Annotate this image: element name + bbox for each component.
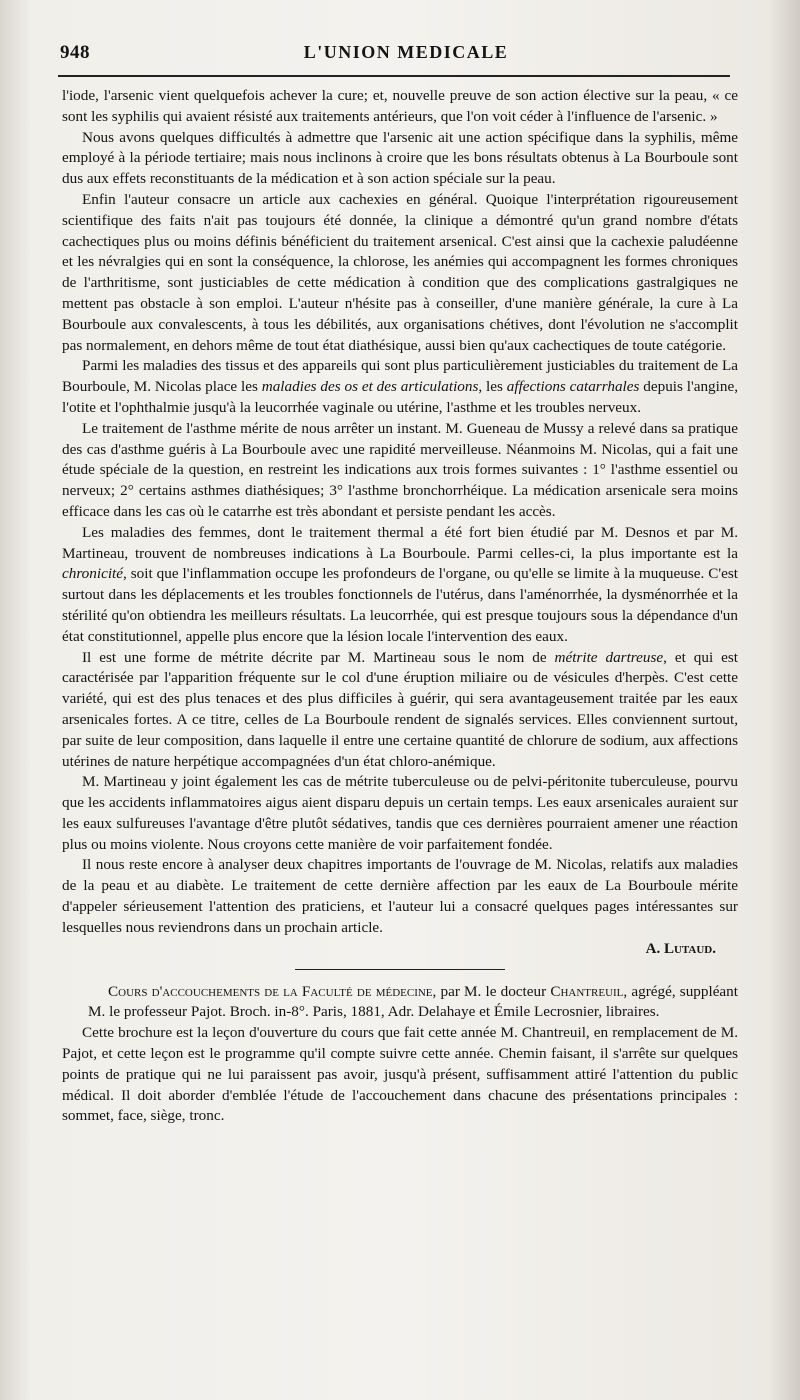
section-separator — [295, 969, 505, 970]
italic-term: métrite dartreuse — [554, 648, 664, 666]
italic-term: affections catarrhales — [506, 378, 640, 396]
text-run: Parmi les maladies des tissus et des appareils qui sont plus particulièrement justiciables du traitement de La Bourboule, M. Nicolas place les — [62, 357, 738, 396]
author-signature: A. Lutaud. — [645, 940, 716, 957]
review-author: Chantreuil — [550, 982, 624, 1000]
paragraph — [62, 648, 738, 773]
review-title: Cours d'accouchements de la Faculté de médecine — [108, 982, 433, 1000]
paragraph: M. Martineau y joint également les cas de métrite tuberculeuse ou de pelvi-péritonite tuberculeuse, pourvu que les accidents inflammatoires aigus aient disparu depuis un certain temps. Les eaux arsenicales auraient sur les eaux sulfureuses l'avantage d'être plutôt sédatives, tandis que ces dernières pourraient amener une réaction plus ou moins violente. Nous croyons cette manière de voir parfaitement fondée. — [62, 773, 738, 853]
text-run: , agrégé, suppléant M. le professeur Pajot. Broch. in-8°. Paris, 1881, Adr. Delahaye et Émile Lecrosnier, libraires. — [88, 982, 738, 1021]
text-run: depuis l'angine, l'otite et l'ophthalmie jusqu'à la leucorrhée vaginale ou utérine, l'asthme et les troubles nerveux. — [62, 378, 738, 416]
text-run: , et qui est caractérisée par l'apparition fréquente sur le col d'une éruption miliaire ou de vésicules d'herpès. C'est cette variété, qui est des plus tenaces et des plus difficiles à guérir, qui sera avantageusement traitée par les eaux arsenicales fortes. A ce titre, celles de La Bourboule rendent de signalés services. Elles conviennent surtout, par suite de leur composition, dans laquelle il entre une certaine quantité de chlorure de sodium, aux affections utérines de nature herpétique accompagnées d'un état chloro-anémique. — [62, 648, 738, 770]
page-header — [60, 42, 752, 72]
paragraph — [62, 356, 738, 418]
paragraph: Le traitement de l'asthme mérite de nous arrêter un instant. M. Gueneau de Mussy a relevé dans sa pratique des cas d'asthme guéris à La Bourboule avec une rapidité merveilleuse. Néanmoins M. Nicolas, qui a fait une étude spéciale de la question, en restreint les indications aux trois formes suivantes : 1° l'asthme essentiel ou nerveux; 2° certains asthmes diathésiques; 3° l'asthme bronchorrhéique. La médication arsenicale sera moins efficace dans les cas où le catarrhe est très abondant et persiste pendant les accès. — [62, 419, 738, 520]
text-run: , soit que l'inflammation occupe les profondeurs de l'organe, ou qu'elle se limite à la muqueuse. C'est surtout dans les déplacements et les troubles fonctionnels de l'utérus, dans l'aménorrhée, la dysménorrhée et la stérilité qu'on obtiendra les meilleurs résultats. La leucorrhée, qui est presque toujours sous la dépendance d'un état constitutionnel, appelle plus encore que la lésion locale l'intervention des eaux. — [62, 565, 738, 645]
header-rule — [58, 75, 730, 77]
italic-term: chronicité — [62, 565, 124, 583]
paragraph: Nous avons quelques difficultés à admettre que l'arsenic ait une action spécifique dans la syphilis, même employé à la période tertiaire; mais nous inclinons à croire que les bons résultats obtenus à La Bourboule sont dus aux effets reconstituants de la médication et à son action spéciale sur la peau. — [62, 128, 738, 188]
text-run: Les maladies des femmes, dont le traitement thermal a été fort bien étudié par M. Desnos et par M. Martineau, trouvent de nombreuses indications à La Bourboule. Parmi celles-ci, la plus importante est la — [62, 523, 738, 562]
running-title: L'UNION MEDICALE — [303, 42, 509, 62]
page-number: 948 — [60, 42, 90, 63]
article-body — [62, 86, 738, 1127]
review-paragraph: Cette brochure est la leçon d'ouverture du cours que fait cette année M. Chantreuil, en remplacement de M. Pajot, et cette leçon est le programme qu'il compte suivre cette année. Chemin faisant, il s'arrête sur quelques points de pratique qui ne lui paraissent pas avoir, jusqu'à présent, suffisamment attiré l'attention du public médical. Il doit aborder d'emblée l'étude de l'accouchement dans chacune des présentations principales : sommet, face, siège, tronc. — [62, 1024, 738, 1125]
review-heading — [62, 982, 738, 1024]
text-run: , par M. le docteur — [432, 982, 551, 1000]
text-run: , les — [478, 378, 507, 396]
paragraph: Il nous reste encore à analyser deux chapitres importants de l'ouvrage de M. Nicolas, relatifs aux maladies de la peau et au diabète. Le traitement de cette dernière affection par les eaux de La Bourboule mérite d'appeler sérieusement l'attention des praticiens, et l'auteur lui a consacré quelques pages intéressantes sur lesquelles nous reviendrons dans un prochain article. — [62, 856, 738, 936]
paragraph — [62, 523, 738, 648]
italic-term: maladies des os et des articulations — [261, 378, 479, 396]
text-run: Il est une forme de métrite décrite par M. Martineau sous le nom de — [82, 648, 555, 666]
paragraph: Enfin l'auteur consacre un article aux cachexies en général. Quoique l'interprétation rigoureusement scientifique des faits n'ait pas toujours été donnée, la clinique a démontré qu'un grand nombre d'états cachectiques plus ou moins définis bénéficient du traitement arsenical. C'est ainsi que la cachexie paludéenne et les névralgies qui en sont la conséquence, la chlorose, les anémies qui accompagnent les formes chroniques de l'arthritisme, sont justiciables de cette médication à condition que des complications gastralgiques ne mettent pas obstacle à son emploi. L'auteur n'hésite pas à conseiller, d'une manière générale, la cure à La Bourboule aux convalescents, à tous les débilités, aux organisations chétives, dont l'évolution ne s'accomplit pas normalement, en dehors même de tout état diathésique, aussi bien qu'aux cachectiques de toute catégorie. — [62, 190, 738, 354]
paragraph: l'iode, l'arsenic vient quelquefois achever la cure; et, nouvelle preuve de son action élective sur la peau, « ce sont les syphilis qui avaient résisté aux traitements antérieurs, que l'on voit céder à l'influence de l'arsenic. » — [62, 87, 738, 125]
